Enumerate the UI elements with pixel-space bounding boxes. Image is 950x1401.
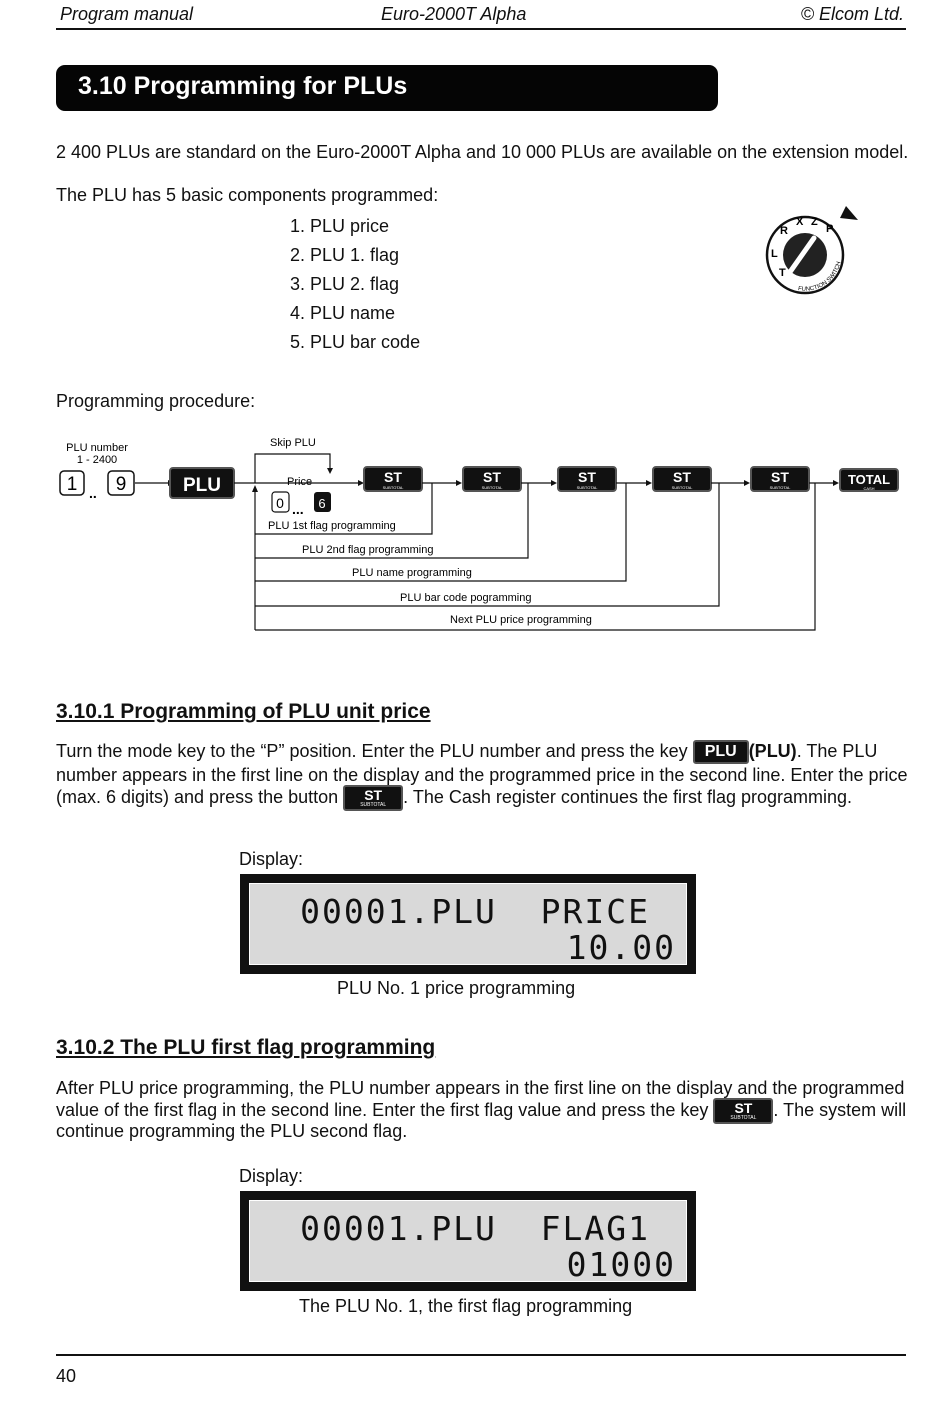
key-9-label: 9: [115, 474, 127, 495]
loop-label: Next PLU price programming: [450, 614, 592, 626]
st-key-label: ST: [384, 469, 402, 485]
switch-pos-x: X: [796, 216, 804, 228]
inline-st-key-sub: SUBTOTAL: [360, 802, 387, 808]
plu-key-label: PLU: [183, 475, 221, 496]
section-title: 3.10 Programming for PLUs: [78, 72, 408, 100]
lcd-display: [240, 1191, 696, 1291]
st-key-sub: SUBTOTAL: [576, 485, 598, 490]
lcd-line-1: 00001.PLU PRICE: [300, 892, 650, 931]
inline-st-key-label: ST: [734, 1100, 753, 1116]
st-key-label: ST: [578, 469, 596, 485]
inline-st-key-label: ST: [364, 787, 383, 803]
sub1-line3: [56, 785, 852, 811]
component-item: 1. PLU price: [290, 216, 390, 236]
subsection-title: 3.10.2 The PLU first flag programming: [56, 1036, 436, 1059]
header-center: Euro-2000T Alpha: [381, 4, 527, 24]
total-key-sub: CASH: [863, 486, 875, 491]
sub1-text: . The Cash register continues the first flag programming.: [403, 786, 853, 807]
switch-pos-z: Z: [811, 216, 818, 228]
sub2-text: value of the first flag in the second line. Enter the first flag value and press the key: [56, 1099, 709, 1120]
component-item: 5. PLU bar code: [290, 332, 421, 352]
st-key-sub: SUBTOTAL: [671, 485, 693, 490]
header-rule: [56, 28, 906, 30]
st-key-label: ST: [673, 469, 691, 485]
inline-plu-key-label: PLU: [704, 743, 737, 761]
key-1-label: 1: [66, 474, 78, 495]
display-label: Display:: [239, 1166, 304, 1186]
lcd-screen: [249, 883, 687, 965]
header-left: Program manual: [60, 4, 194, 24]
footer-rule: [56, 1354, 906, 1356]
st-key-sub: SUBTOTAL: [769, 485, 791, 490]
programming-procedure-diagram: [0, 430, 950, 640]
plu-number-label: PLU number: [66, 442, 128, 454]
sub1-text: Turn the mode key to the “P” position. Enter the PLU number and press the key: [56, 741, 688, 761]
key-0-label: 0: [276, 495, 284, 511]
components-intro: The PLU has 5 basic components programmed:: [56, 185, 439, 205]
sub1-text: (max. 6 digits) and press the button: [56, 786, 339, 807]
key-6-label: 6: [318, 496, 326, 511]
sub2-line1: After PLU price programming, the PLU number appears in the first line on the display and the programmed: [56, 1078, 905, 1098]
lcd-line-2: 01000: [566, 1245, 676, 1284]
display-label: Display:: [239, 849, 304, 869]
loop-label: PLU 1st flag programming: [268, 520, 396, 532]
inline-st-key-sub: SUBTOTAL: [730, 1115, 757, 1121]
st-key-label: ST: [771, 469, 789, 485]
inline-st-key: [713, 1098, 773, 1124]
component-item: 4. PLU name: [290, 303, 396, 323]
lcd-line-2: 10.00: [566, 928, 676, 967]
switch-pos-l: L: [771, 248, 778, 260]
lcd-line-1: 00001.PLU FLAG1: [300, 1209, 650, 1248]
loop-label: PLU bar code pogramming: [400, 592, 532, 604]
st-key-sub: SUBTOTAL: [382, 485, 404, 490]
total-key-label: TOTAL: [847, 472, 891, 487]
subsection-title: 3.10.1 Programming of PLU unit price: [56, 700, 431, 723]
switch-pos-p: P: [826, 223, 834, 235]
intro-paragraph: 2 400 PLUs are standard on the Euro-2000T Alpha and 10 000 PLUs are available on the extension model.: [56, 142, 909, 162]
page-number: 40: [56, 1366, 77, 1386]
st-key-sub: SUBTOTAL: [481, 485, 503, 490]
display-caption: The PLU No. 1, the first flag programming: [299, 1296, 633, 1316]
component-item: 3. PLU 2. flag: [290, 274, 400, 294]
plu-number-range: 1 - 2400: [76, 454, 118, 466]
procedure-label: Programming procedure:: [56, 391, 256, 411]
function-switch-icon: [760, 200, 870, 300]
sub2-text: . The system will: [773, 1099, 907, 1120]
lcd-display: [240, 874, 696, 974]
loop-label: PLU 2nd flag programming: [302, 544, 434, 556]
sub1-plu-bold: (PLU): [748, 741, 797, 761]
switch-pos-t: T: [779, 267, 786, 279]
sub1-line1: [56, 740, 906, 764]
header-right: © Elcom Ltd.: [800, 4, 904, 24]
key-range-dots: ..: [89, 485, 97, 501]
inline-st-key: [343, 785, 403, 811]
lcd-screen: [249, 1200, 687, 1282]
sub1-text: . The PLU: [796, 741, 878, 761]
skip-plu-label: Skip PLU: [270, 437, 316, 449]
section-title-banner: [56, 65, 718, 111]
price-label: Price: [287, 476, 313, 488]
sub2-line3: continue programming the PLU second flag.: [56, 1121, 408, 1141]
loop-label: PLU name programming: [352, 567, 472, 579]
switch-pos-r: R: [780, 225, 788, 237]
st-key-label: ST: [483, 469, 501, 485]
sub1-line2: number appears in the first line on the display and the programmed price in the second line. Enter the price: [56, 765, 908, 785]
switch-label: FUNCTION SWITCH: [797, 260, 843, 293]
display-caption: PLU No. 1 price programming: [337, 978, 576, 998]
inline-plu-key: [693, 740, 749, 764]
component-item: 2. PLU 1. flag: [290, 245, 400, 265]
price-dots: ...: [292, 501, 304, 517]
